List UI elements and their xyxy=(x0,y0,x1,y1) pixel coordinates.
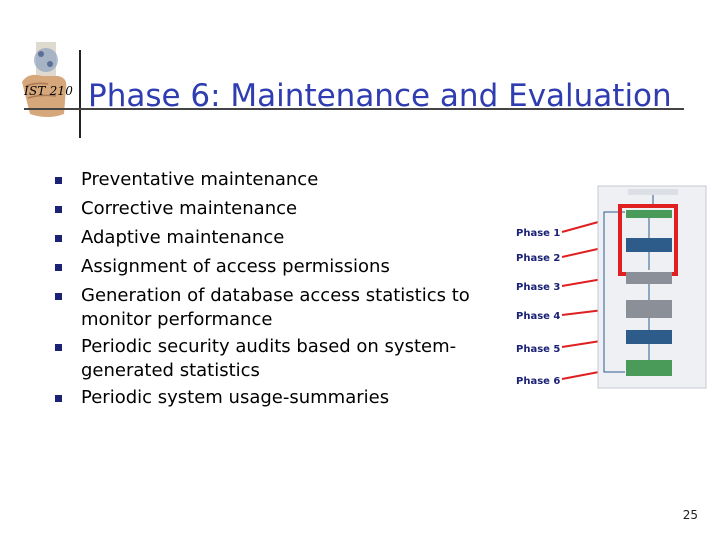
slide-title: Phase 6: Maintenance and Evaluation xyxy=(88,78,672,114)
lifecycle-diagram xyxy=(556,185,712,390)
bullet-item: Periodic security audits based on system-generated statistics xyxy=(55,335,475,382)
stage-box xyxy=(626,272,672,284)
stage-box xyxy=(626,300,672,318)
bullet-square-icon xyxy=(55,177,62,184)
stage-box xyxy=(626,360,672,376)
phase-label: Phase 5 xyxy=(516,344,561,355)
logo-label: IST 210 xyxy=(24,84,74,98)
stage-box xyxy=(626,210,672,218)
diagram-top-box xyxy=(628,189,678,195)
phase-label: Phase 2 xyxy=(516,253,561,264)
bullet-item: Adaptive maintenance xyxy=(55,226,475,250)
stage-box xyxy=(626,330,672,344)
bullet-item: Generation of database access statistics to monitor performance xyxy=(55,284,475,331)
bullet-square-icon xyxy=(55,395,62,402)
bullet-square-icon xyxy=(55,264,62,271)
bullet-square-icon xyxy=(55,293,62,300)
phase-label: Phase 6 xyxy=(516,376,561,387)
bullet-item: Corrective maintenance xyxy=(55,197,475,221)
phase-label: Phase 4 xyxy=(516,311,561,322)
title-divider-vertical xyxy=(79,50,81,138)
bullet-item: Preventative maintenance xyxy=(55,168,475,192)
bullet-square-icon xyxy=(55,206,62,213)
bullet-square-icon xyxy=(55,344,62,351)
bullet-square-icon xyxy=(55,235,62,242)
bullet-item: Assignment of access permissions xyxy=(55,255,475,279)
phase-label: Phase 1 xyxy=(516,228,561,239)
stage-box xyxy=(626,238,672,252)
phase-label: Phase 3 xyxy=(516,282,561,293)
bullet-item: Periodic system usage-summaries xyxy=(55,386,475,410)
bullet-list xyxy=(55,168,475,415)
page-number: 25 xyxy=(682,508,698,522)
